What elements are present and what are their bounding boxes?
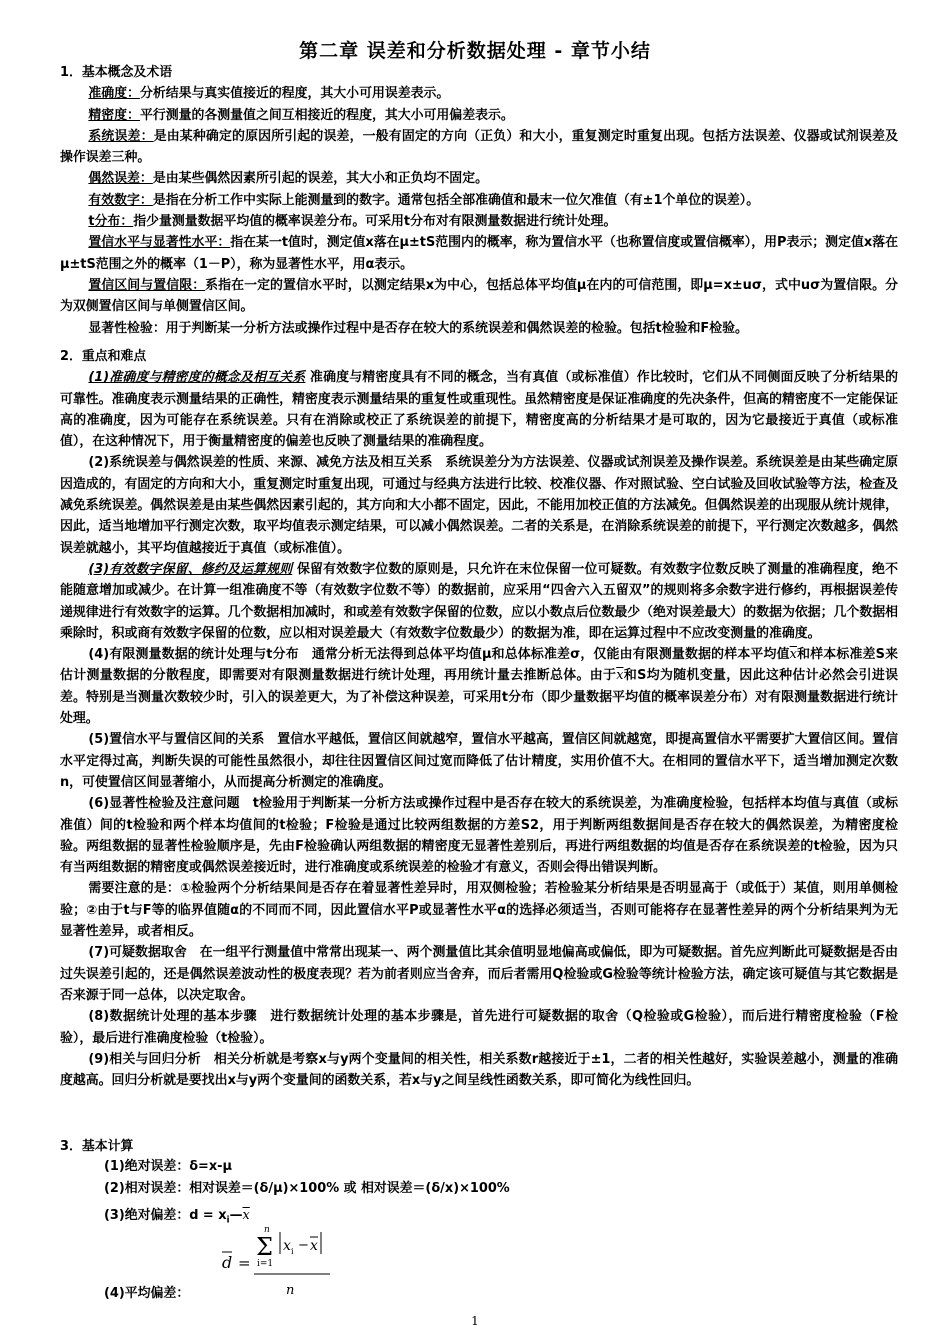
definition-term: t分布： — [88, 214, 134, 230]
paragraph-3 — [60, 559, 898, 644]
paragraph-title: (3)有效数字保留、修约及运算规则 — [88, 561, 293, 577]
definition-text: 是指在分析工作中实际上能测量到的数字。通常包括全部准确值和最末一位欠准值（有±1个单位的误差）。 — [152, 192, 760, 208]
paragraph-1 — [60, 367, 898, 452]
definition-term: 置信水平与显著性水平： — [88, 235, 231, 251]
paragraph-5: (5)置信水平与置信区间的关系 置信水平越低，置信区间就越窄，置信水平越高，置信区间就越宽，即提高置信水平需要扩大置信区间。置信水平定得过高，判断失误的可能性虽然很小，却往往因置信区间过宽而降低了估计精度，实用价值不大。在相同的置信水平下，适当增加测定次数n，可使置信区间显著缩小，从而提高分析测定的准确度。 — [60, 732, 898, 790]
paragraph-text: 和样本标准差S来估计测量数据的分散程度，即需要对有限测量数据进行统计处理，再用统计量去推断总体。由于 — [60, 647, 898, 684]
paragraph-text: 和S均为随机变量，因此这种估计必然会引进误差。特别是当测量次数较少时，引入的误差更大，为了补偿这种误差，可采用t分布（即少量数据平均值的概率误差分布）对有限测量数据进行统计处理。 — [60, 668, 898, 727]
definition-item — [60, 211, 898, 232]
definition-term: 偶然误差： — [88, 171, 153, 187]
section-basic-concepts — [60, 62, 898, 339]
sample-mean-symbol: $\overline{x}$ — [616, 668, 624, 684]
definition-item — [60, 105, 898, 126]
section-heading: 1．基本概念及术语 — [60, 65, 173, 80]
page-title: 第二章 误差和分析数据处理 - 章节小结 — [299, 40, 651, 62]
definition-term: 系统误差： — [88, 128, 154, 144]
definition-term: 置信区间与置信限： — [88, 277, 206, 293]
paragraph-8: (8)数据统计处理的基本步骤 进行数据统计处理的基本步骤是，首先进行可疑数据的取舍（Q检验或G检验），而后进行精密度检验（F检验），最后进行准确度检验（t检验）。 — [60, 1009, 898, 1046]
definition-text: 是由某些偶然因素所引起的误差，其大小和正负均不固定。 — [152, 171, 488, 187]
definition-text: 是由某种确定的原因所引起的误差，一般有固定的方向（正负）和大小，重复测定时重复出现。包括方法误差、仪器或试剂误差及操作误差三种。 — [60, 128, 899, 166]
section-heading: 2．重点和难点 — [60, 349, 147, 364]
definition-text: 系指在一定的置信水平时，以测定结果x为中心，包括总体平均值μ在内的可信范围，即μ=x±uσ，式中uσ为置信限。分为双侧置信区间与单侧置信区间。 — [60, 277, 898, 315]
definition-item — [60, 190, 898, 211]
definition-item — [60, 168, 898, 189]
definition-text: 分析结果与真实值接近的程度，其大小可用误差表示。 — [139, 86, 450, 102]
section-heading: 3．基本计算 — [60, 1139, 134, 1154]
paragraph-2: (2)系统误差与偶然误差的性质、来源、减免方法及相互关系 系统误差分为方法误差、仪器或试剂误差及操作误差。系统误差是由某些确定原因造成的，有固定的方向和大小，重复测定时重复出现，可通过与经典方法进行比较、校准仪器、作对照试验、空白试验及回收试验等方法，检查及减免系统误差。偶然误差是由某些偶然因素引起的，其方向和大小都不固定，因此，不能用加校正值的方法减免。但偶然误差的出现服从统计规律，因此，适当地增加平行测定次数，取平均值表示测定结果，可以减小偶然误差。二者的关系是，在消除系统误差的前提下，平行测定次数越多，偶然误差就越小，其平均值越接近于真值（或标准值）。 — [60, 455, 898, 556]
paragraph-text: (4)有限测量数据的统计处理与t分布 通常分析无法得到总体平均值μ和总体标准差σ，仅能由有限测量数据的样本平均值 — [88, 647, 790, 663]
formula-minus: − — [298, 1238, 309, 1253]
definition-text: 显著性检验：用于判断某一分析方法或操作过程中是否存在较大的系统误差和偶然误差的检验。包括t检验和F检验。 — [88, 320, 748, 336]
paragraph-title: (1)准确度与精密度的概念及相互关系 — [88, 370, 306, 386]
definition-term: 准确度： — [88, 86, 140, 102]
paragraph-6: (6)显著性检验及注意问题 t检验用于判断某一分析方法或操作过程中是否存在较大的系统误差，为准确度检验，包括样本均值与真值（或标准值）间的t检验和两个样本均值间的t检验；F检验是通过比较两组数据的方差S2，用于判断两组数据间是否存在较大的偶然误差，为精密度检验。两组数据的显著性检验顺序是，先由F检验确认两组数据的精密度无显著性差别后，再进行两组数据的均值是否存在系统误差的t检验，因为只有当两组数据的精密度或偶然误差接近时，进行准确度或系统误差的检验才有意义，否则会得出错误判断。 — [60, 796, 898, 876]
page-number: 1 — [471, 1314, 479, 1328]
subscript: i — [226, 1215, 230, 1226]
definition-term: 精密度： — [88, 107, 140, 123]
sample-mean-symbol: $\overline{x}$ — [789, 647, 797, 663]
paragraph-text: 准确度与精密度具有不同的概念，当有真值（或标准值）作比较时，它们从不同侧面反映了分析结果的可靠性。准确度表示测量结果的正确性，精密度表示测量结果的重复性或重现性。虽然精密度是保证准确度的先决条件，但高的精密度不一定能保证高的准确度，因为可能存在系统误差。只有在消除或校正了系统误差的前提下，精密度高的分析结果才是可取的，因为它最接近于真值（或标准值），在这种情况下，用于衡量精密度的偏差也反映了测量结果的准确程度。 — [60, 370, 898, 450]
formula-text: (3)绝对偏差：d = x — [104, 1208, 227, 1223]
definition-term: 有效数字： — [88, 192, 153, 208]
formula-absolute-error: (1)绝对误差：δ=x-μ — [104, 1159, 233, 1174]
paragraph-6-note: 需要注意的是：①检验两个分析结果间是否存在着显著性差异时，用双侧检验；若检验某分析结果是否明显高于（或低于）某值，则用单侧检验；②由于t与F等的临界值随α的不同而不同，因此置信水平P或显著性水平α的选择必须适当，否则可能将存在显著性差异的两个分析结果判为无显著性差异，或者相反。 — [60, 881, 898, 940]
mean-symbol: $\overline{x}$ — [242, 1208, 250, 1223]
definition-item — [60, 318, 898, 339]
definition-text: 指少量测量数据平均值的概率误差分布。可采用t分布对有限测量数据进行统计处理。 — [133, 214, 617, 230]
formula-eq: = — [238, 1254, 251, 1272]
paragraph-4 — [60, 644, 898, 729]
paragraph-7: (7)可疑数据取舍 在一组平行测量值中常常出现某一、两个测量值比其余值明显地偏高或偏低，即为可疑数据。首先应判断此可疑数据是否由过失误差引起的，还是偶然误差波动性的极度表现？若为前者则应当舍弃，而后者需用Q检验或G检验等统计检验方法，确定该可疑值与其它数据是否来源于同一总体，以决定取舍。 — [60, 945, 898, 1003]
formula-relative-error: (2)相对误差：相对误差＝(δ/μ)×100% 或 相对误差＝(δ/x)×100% — [104, 1181, 510, 1196]
definition-item — [60, 126, 898, 169]
formula-average-deviation-label: (4)平均偏差： — [104, 1286, 190, 1301]
definition-item — [60, 83, 898, 104]
sum-upper-limit: n — [264, 1225, 270, 1235]
formula-d: d — [222, 1253, 233, 1272]
formula-xi-subscript: i — [291, 1247, 294, 1256]
average-deviation-formula — [222, 1222, 352, 1300]
formula-denominator: n — [286, 1283, 295, 1298]
sum-lower-limit: i=1 — [257, 1259, 274, 1269]
formula-text: — — [229, 1208, 243, 1223]
definition-text: 指在某一t值时，测定值x落在μ±tS范围内的概率，称为置信水平（也称置信度或置信概率），用P表示；测定值x落在μ±tS范围之外的概率（1－P），称为显著性水平，用α表示。 — [60, 235, 898, 272]
definition-text: 平行测量的各测量值之间互相接近的程度，其大小可用偏差表示。 — [139, 107, 514, 123]
paragraph-9: (9)相关与回归分析 相关分析就是考察x与y两个变量间的相关性，相关系数r越接近于±1，二者的相关性越好，实验误差越小，测量的准确度越高。回归分析就是要找出x与y两个变量间的函数关系，若x与y之间呈线性函数关系，即可简化为线性回归。 — [60, 1051, 898, 1089]
definition-item — [60, 232, 898, 275]
formula-xbar: x — [310, 1238, 318, 1254]
paragraph-text: 保留有效数字位数的原则是，只允许在末位保留一位可疑数。有效数字位数反映了测量的准确程度，绝不能随意增加或减少。在计算一组准确度不等（有效数字位数不等）的数据前，应采用“四舍六入五留双”的规则将多余数字进行修约，再根据误差传递规律进行有效数字的运算。几个数据相加减时，和或差有效数字保留的位数，应以小数点后位数最少（绝对误差最大）的数据为依据；几个数据相乘除时，积或商有效数字保留的位数，应以相对误差最大（有效数字位数最少）的数据为准，即在运算过程中不应改变测量的准确度。 — [60, 561, 898, 641]
sum-icon: Σ — [256, 1233, 273, 1261]
section-basic-calculations — [60, 1136, 898, 1157]
definition-item — [60, 275, 898, 318]
section-key-points — [60, 346, 898, 1091]
formula-xi: x — [283, 1238, 291, 1254]
